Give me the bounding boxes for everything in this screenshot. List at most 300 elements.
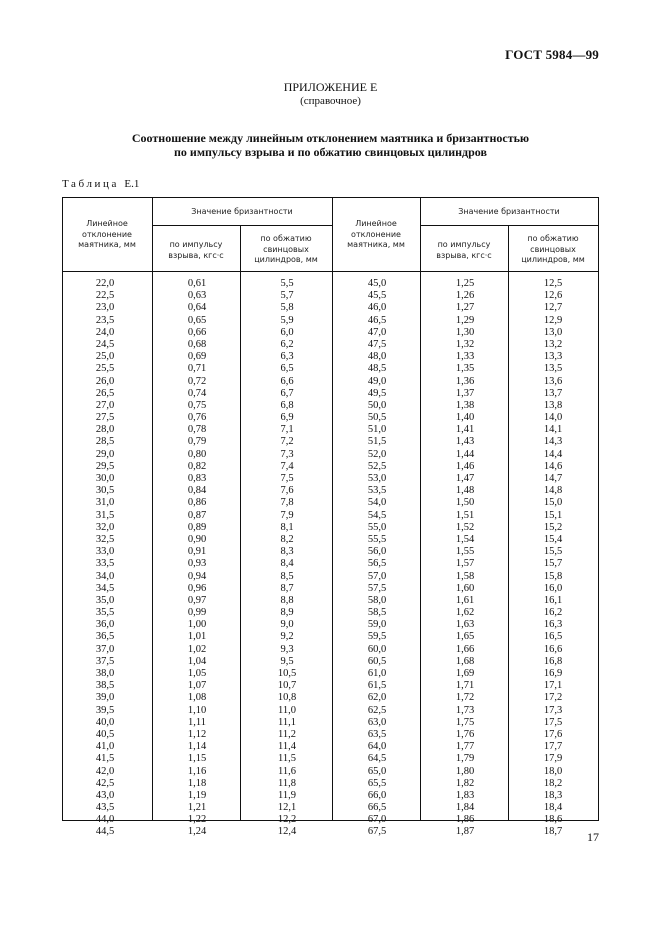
table-cell: 1,77 <box>455 741 475 753</box>
table-cell: 1,22 <box>187 814 207 826</box>
table-cell: 1,32 <box>455 338 475 350</box>
table-cell: 1,25 <box>455 278 475 289</box>
table-cell: 1,62 <box>455 607 475 619</box>
table-cell: 18,4 <box>543 802 563 814</box>
table-cell: 1,12 <box>187 728 207 740</box>
table-cell: 66,0 <box>367 789 387 801</box>
table-cell: 36,5 <box>95 631 115 643</box>
table-cell: 15,2 <box>543 521 563 533</box>
table-cell: 12,2 <box>277 814 297 826</box>
table-cell: 12,6 <box>543 290 563 302</box>
table-cell: 1,27 <box>455 302 475 314</box>
table-right-border <box>598 197 599 821</box>
table-cell: 1,80 <box>455 765 475 777</box>
column-right-compression <box>528 278 578 839</box>
table-cell: 61,0 <box>367 668 387 679</box>
table-cell: 37,5 <box>95 655 115 667</box>
table-cell: 0,93 <box>187 558 207 570</box>
table-cell: 15,8 <box>543 570 563 582</box>
table-cell: 1,79 <box>455 753 475 765</box>
table-cell: 25,0 <box>95 351 115 363</box>
table-cell: 1,61 <box>455 594 475 606</box>
appendix-title: ПРИЛОЖЕНИЕ Е <box>283 80 378 94</box>
table-cell: 1,10 <box>187 704 207 716</box>
table-cell: 35,0 <box>95 594 115 606</box>
table-cell: 14,8 <box>543 485 563 497</box>
table-cell: 0,75 <box>187 399 207 411</box>
table-cell: 14,4 <box>543 448 563 460</box>
table-cell: 7,5 <box>280 473 294 484</box>
column-right-impulse <box>440 278 490 839</box>
table-cell: 1,07 <box>187 680 207 692</box>
table-cell: 42,5 <box>95 777 115 789</box>
table-cell: 1,63 <box>455 619 475 631</box>
table-cell: 18,2 <box>543 777 563 789</box>
header-right-deviation: Линейное отклонение маятника, мм <box>347 219 405 249</box>
table-cell: 32,5 <box>95 533 115 545</box>
table-cell: 0,66 <box>187 326 207 338</box>
table-cell: 1,08 <box>187 692 207 704</box>
header-right-impulse: по импульсу взрыва, кгс·с <box>436 240 492 260</box>
table-cell: 1,26 <box>455 290 475 302</box>
table-cell: 45,5 <box>367 290 387 302</box>
table-cell: 13,6 <box>543 375 563 387</box>
table-cell: 1,76 <box>455 728 475 740</box>
table-cell: 46,5 <box>367 314 387 326</box>
table-cell: 44,5 <box>95 826 115 838</box>
table-cell: 27,5 <box>95 412 115 424</box>
table-cell: 1,57 <box>455 558 475 570</box>
table-cell: 10,8 <box>277 692 297 704</box>
table-cell: 60,0 <box>367 643 387 655</box>
table-cell: 1,84 <box>455 802 475 814</box>
table-cell: 16,6 <box>543 643 563 655</box>
table-cell: 45,0 <box>367 278 387 289</box>
table-cell: 11,1 <box>278 716 296 728</box>
table-cell: 1,30 <box>455 326 475 338</box>
table-cell: 53,5 <box>367 485 387 497</box>
table-cell: 17,7 <box>543 741 563 753</box>
table-cell: 1,44 <box>455 448 475 460</box>
table-cell: 0,68 <box>187 338 207 350</box>
table-cell: 63,0 <box>367 716 387 728</box>
table-label-word: Таблица <box>62 178 119 190</box>
table-cell: 1,43 <box>455 436 475 448</box>
table-cell: 6,2 <box>280 338 294 350</box>
table-cell: 0,82 <box>187 460 207 472</box>
table-cell: 55,0 <box>367 521 387 533</box>
table-cell: 57,5 <box>367 582 387 594</box>
table-cell: 1,82 <box>455 777 475 789</box>
table-cell: 17,6 <box>543 728 563 740</box>
table-cell: 5,8 <box>280 302 294 314</box>
table-cell: 59,5 <box>367 631 387 643</box>
table-cell: 52,0 <box>367 448 387 460</box>
table-cell: 8,1 <box>280 521 294 533</box>
table-label <box>62 178 139 190</box>
table-cell: 33,0 <box>95 546 115 558</box>
table-cell: 0,80 <box>187 448 207 460</box>
table-cell: 0,76 <box>187 412 207 424</box>
table-cell: 8,4 <box>280 558 294 570</box>
table-cell: 18,3 <box>543 789 563 801</box>
table-cell: 16,8 <box>543 655 563 667</box>
table-cell: 9,5 <box>280 655 294 667</box>
table-cell: 0,71 <box>187 363 207 375</box>
table-cell: 10,7 <box>277 680 297 692</box>
header-left-impulse: по импульсу взрыва, кгс·с <box>168 240 224 260</box>
table-cell: 1,00 <box>187 619 207 631</box>
table-cell: 60,5 <box>367 655 387 667</box>
table-cell: 1,18 <box>187 777 207 789</box>
table-cell: 64,5 <box>367 753 387 765</box>
header-bottom-border <box>62 271 599 272</box>
table-cell: 13,2 <box>543 338 563 350</box>
table-cell: 40,0 <box>95 716 115 728</box>
table-bottom-border <box>62 820 599 821</box>
table-cell: 16,2 <box>543 607 563 619</box>
table-cell: 38,5 <box>95 680 115 692</box>
table-cell: 0,74 <box>187 387 207 399</box>
table-cell: 50,5 <box>367 412 387 424</box>
table-cell: 1,50 <box>455 497 475 509</box>
table-cell: 1,55 <box>455 546 475 558</box>
table-cell: 7,2 <box>280 436 294 448</box>
table-cell: 1,35 <box>455 363 475 375</box>
col-divider <box>332 197 333 821</box>
table-cell: 1,40 <box>455 412 475 424</box>
table-cell: 67,0 <box>367 814 387 826</box>
table-cell: 27,0 <box>95 399 115 411</box>
document-title-line: по импульсу взрыва и по обжатию свинцовых цилиндров <box>173 145 487 159</box>
table-cell: 1,01 <box>187 631 207 643</box>
table-cell: 1,72 <box>455 692 475 704</box>
appendix-subtitle: (справочное) <box>300 95 361 107</box>
table-cell: 39,5 <box>95 704 115 716</box>
header-right-brisance: Значение бризантности <box>458 207 560 216</box>
table-cell: 1,87 <box>455 826 475 838</box>
table-cell: 31,5 <box>95 509 115 521</box>
table-cell: 41,0 <box>95 741 115 753</box>
table-cell: 34,0 <box>95 570 115 582</box>
table-cell: 1,19 <box>187 789 207 801</box>
table-cell: 8,5 <box>280 570 294 582</box>
table-cell: 8,3 <box>280 546 294 558</box>
table-cell: 6,8 <box>280 399 294 411</box>
table-cell: 1,02 <box>187 643 207 655</box>
document-title-line: Соотношение между линейным отклонением маятника и бризантностью <box>131 131 530 145</box>
table-cell: 0,69 <box>187 351 207 363</box>
table-cell: 6,7 <box>280 387 294 399</box>
table-cell: 53,0 <box>367 473 387 484</box>
table-cell: 49,5 <box>367 387 387 399</box>
table-cell: 54,5 <box>367 509 387 521</box>
table-cell: 37,0 <box>95 643 115 655</box>
table-cell: 1,69 <box>455 668 475 679</box>
table-cell: 0,64 <box>187 302 207 314</box>
table-cell: 32,0 <box>95 521 115 533</box>
table-cell: 1,15 <box>187 753 207 765</box>
table-cell: 14,3 <box>543 436 563 448</box>
table-cell: 43,5 <box>95 802 115 814</box>
table-cell: 1,11 <box>188 716 206 728</box>
column-left-deviation <box>80 278 130 839</box>
table-cell: 30,5 <box>95 485 115 497</box>
table-cell: 1,04 <box>187 655 207 667</box>
table-cell: 43,0 <box>95 789 115 801</box>
table-cell: 1,48 <box>455 485 475 497</box>
table-cell: 0,84 <box>187 485 207 497</box>
table-cell: 39,0 <box>95 692 115 704</box>
table-cell: 1,36 <box>455 375 475 387</box>
table-cell: 28,0 <box>95 424 115 436</box>
table-cell: 0,91 <box>187 546 207 558</box>
table-cell: 36,0 <box>95 619 115 631</box>
col-divider <box>152 197 153 821</box>
table-cell: 1,41 <box>455 424 475 436</box>
table-cell: 1,05 <box>187 668 207 679</box>
table-cell: 1,75 <box>455 716 475 728</box>
table-cell: 9,2 <box>280 631 294 643</box>
table-cell: 62,5 <box>367 704 387 716</box>
table-cell: 6,0 <box>280 326 294 338</box>
table-cell: 13,0 <box>543 326 563 338</box>
table-cell: 28,5 <box>95 436 115 448</box>
brisance-header-underline-right <box>420 225 599 226</box>
table-cell: 23,5 <box>95 314 115 326</box>
column-left-impulse <box>172 278 222 839</box>
table-cell: 1,38 <box>455 399 475 411</box>
table-label-number: Е.1 <box>124 178 140 190</box>
table-cell: 1,33 <box>455 351 475 363</box>
table-cell: 57,0 <box>367 570 387 582</box>
table-cell: 1,58 <box>455 570 475 582</box>
table-cell: 16,3 <box>543 619 563 631</box>
table-cell: 1,54 <box>455 533 475 545</box>
table-cell: 0,87 <box>187 509 207 521</box>
table-cell: 17,2 <box>543 692 563 704</box>
table-cell: 0,63 <box>187 290 207 302</box>
table-cell: 13,5 <box>543 363 563 375</box>
table-cell: 22,0 <box>95 278 115 289</box>
table-cell: 17,9 <box>543 753 563 765</box>
column-right-deviation <box>352 278 402 839</box>
table-cell: 48,5 <box>367 363 387 375</box>
table-cell: 0,72 <box>187 375 207 387</box>
page-header: ГОСТ 5984—99 <box>505 47 599 62</box>
header-right-compression: по обжатию свинцовых цилиндров, мм <box>521 234 585 264</box>
table-cell: 11,8 <box>278 777 296 789</box>
table-cell: 31,0 <box>95 497 115 509</box>
table-cell: 14,6 <box>543 460 563 472</box>
table-cell: 51,0 <box>367 424 387 436</box>
table-cell: 7,3 <box>280 448 294 460</box>
table-cell: 1,65 <box>455 631 475 643</box>
table-cell: 23,0 <box>95 302 115 314</box>
table-cell: 8,7 <box>280 582 294 594</box>
table-cell: 33,5 <box>95 558 115 570</box>
table-cell: 30,0 <box>95 473 115 484</box>
table-cell: 17,5 <box>543 716 563 728</box>
table-cell: 0,89 <box>187 521 207 533</box>
table-cell: 61,5 <box>367 680 387 692</box>
table-cell: 12,4 <box>277 826 297 838</box>
header-left-brisance: Значение бризантности <box>191 207 293 216</box>
table-cell: 26,5 <box>95 387 115 399</box>
table-cell: 0,86 <box>187 497 207 509</box>
table-cell: 17,3 <box>543 704 563 716</box>
table-cell: 9,0 <box>280 619 294 631</box>
table-cell: 15,0 <box>543 497 563 509</box>
table-cell: 11,0 <box>278 704 296 716</box>
table-cell: 14,1 <box>543 424 563 436</box>
table-cell: 15,7 <box>543 558 563 570</box>
table-cell: 5,9 <box>280 314 294 326</box>
table-cell: 18,7 <box>543 826 563 838</box>
table-cell: 44,0 <box>95 814 115 826</box>
table-cell: 29,5 <box>95 460 115 472</box>
table-cell: 49,0 <box>367 375 387 387</box>
table-cell: 16,5 <box>543 631 563 643</box>
page-number: 17 <box>587 830 599 844</box>
table-cell: 1,21 <box>187 802 207 814</box>
table-cell: 58,0 <box>367 594 387 606</box>
table-cell: 8,2 <box>280 533 294 545</box>
table-cell: 7,6 <box>280 485 294 497</box>
table-cell: 6,9 <box>280 412 294 424</box>
table-cell: 0,78 <box>187 424 207 436</box>
table-cell: 17,1 <box>543 680 563 692</box>
table-cell: 1,73 <box>455 704 475 716</box>
table-cell: 1,51 <box>455 509 475 521</box>
table-cell: 65,5 <box>367 777 387 789</box>
table-cell: 1,66 <box>455 643 475 655</box>
table-cell: 26,0 <box>95 375 115 387</box>
table-cell: 25,5 <box>95 363 115 375</box>
table-cell: 11,9 <box>278 789 296 801</box>
table-top-border <box>62 197 599 198</box>
table-cell: 0,83 <box>187 473 207 484</box>
header-left-deviation: Линейное отклонение маятника, мм <box>78 219 136 249</box>
table-cell: 55,5 <box>367 533 387 545</box>
table-cell: 15,5 <box>543 546 563 558</box>
table-cell: 12,5 <box>543 278 563 289</box>
table-cell: 51,5 <box>367 436 387 448</box>
table-cell: 22,5 <box>95 290 115 302</box>
table-cell: 11,6 <box>278 765 296 777</box>
col-divider <box>240 225 241 821</box>
table-cell: 1,14 <box>187 741 207 753</box>
table-cell: 8,9 <box>280 607 294 619</box>
table-cell: 64,0 <box>367 741 387 753</box>
table-cell: 16,9 <box>543 668 563 679</box>
table-cell: 40,5 <box>95 728 115 740</box>
table-cell: 13,7 <box>543 387 563 399</box>
table-cell: 0,99 <box>187 607 207 619</box>
table-cell: 15,1 <box>543 509 563 521</box>
table-cell: 0,61 <box>187 278 207 289</box>
table-cell: 12,1 <box>277 802 297 814</box>
header-left-compression: по обжатию свинцовых цилиндров, мм <box>254 234 318 264</box>
table-cell: 63,5 <box>367 728 387 740</box>
table-cell: 6,5 <box>280 363 294 375</box>
table-cell: 46,0 <box>367 302 387 314</box>
table-cell: 5,5 <box>280 278 294 289</box>
table-cell: 16,1 <box>543 594 563 606</box>
table-cell: 34,5 <box>95 582 115 594</box>
table-cell: 7,4 <box>280 460 294 472</box>
table-cell: 1,68 <box>455 655 475 667</box>
table-cell: 0,94 <box>187 570 207 582</box>
table-cell: 16,0 <box>543 582 563 594</box>
table-cell: 15,4 <box>543 533 563 545</box>
table-cell: 0,96 <box>187 582 207 594</box>
table-cell: 1,16 <box>187 765 207 777</box>
table-cell: 0,97 <box>187 594 207 606</box>
table-cell: 65,0 <box>367 765 387 777</box>
table-cell: 1,46 <box>455 460 475 472</box>
table-cell: 12,9 <box>543 314 563 326</box>
table-cell: 24,0 <box>95 326 115 338</box>
col-divider <box>420 197 421 821</box>
table-cell: 14,0 <box>543 412 563 424</box>
table-cell: 50,0 <box>367 399 387 411</box>
table-cell: 9,3 <box>280 643 294 655</box>
table-cell: 1,24 <box>187 826 207 838</box>
table-cell: 1,71 <box>455 680 475 692</box>
table-cell: 54,0 <box>367 497 387 509</box>
table-cell: 47,0 <box>367 326 387 338</box>
table-cell: 6,6 <box>280 375 294 387</box>
table-cell: 29,0 <box>95 448 115 460</box>
table-cell: 66,5 <box>367 802 387 814</box>
table-cell: 1,37 <box>455 387 475 399</box>
table-cell: 1,47 <box>455 473 475 484</box>
table-cell: 47,5 <box>367 338 387 350</box>
col-divider <box>508 225 509 821</box>
table-cell: 10,5 <box>277 668 297 679</box>
table-cell: 8,8 <box>280 594 294 606</box>
table-cell: 35,5 <box>95 607 115 619</box>
table-cell: 7,1 <box>280 424 294 436</box>
table-cell: 67,5 <box>367 826 387 838</box>
table-cell: 1,60 <box>455 582 475 594</box>
table-cell: 56,0 <box>367 546 387 558</box>
table-cell: 24,5 <box>95 338 115 350</box>
column-left-compression <box>262 278 312 839</box>
table-cell: 42,0 <box>95 765 115 777</box>
table-cell: 0,65 <box>187 314 207 326</box>
table-cell: 58,5 <box>367 607 387 619</box>
table-cell: 13,8 <box>543 399 563 411</box>
table-cell: 62,0 <box>367 692 387 704</box>
table-cell: 11,4 <box>278 741 296 753</box>
table-cell: 52,5 <box>367 460 387 472</box>
table-cell: 7,9 <box>280 509 294 521</box>
table-cell: 56,5 <box>367 558 387 570</box>
table-cell: 38,0 <box>95 668 115 679</box>
table-cell: 1,29 <box>455 314 475 326</box>
table-cell: 6,3 <box>280 351 294 363</box>
table-cell: 11,5 <box>278 753 296 765</box>
table-cell: 13,3 <box>543 351 563 363</box>
table-left-border <box>62 197 63 821</box>
document-title <box>0 131 661 159</box>
table-cell: 41,5 <box>95 753 115 765</box>
table-cell: 1,83 <box>455 789 475 801</box>
table-cell: 18,6 <box>543 814 563 826</box>
table-cell: 1,86 <box>455 814 475 826</box>
